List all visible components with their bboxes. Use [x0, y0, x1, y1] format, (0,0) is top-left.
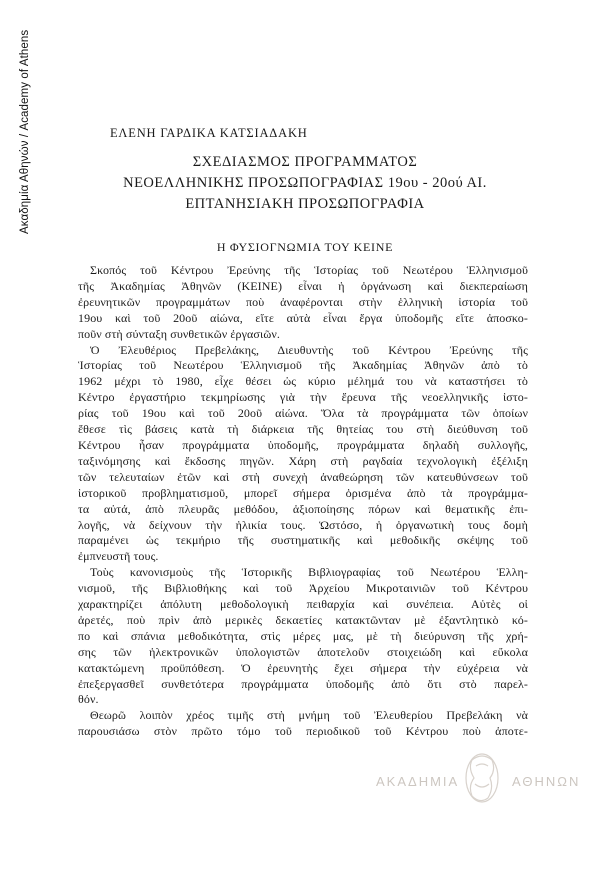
text-line: 19ου καὶ τοῦ 20οῦ αἰώνα, εἴτε αὐτὰ εἶναι ἔργα ὑποδομῆς εἴτε ἀποσκο- — [78, 310, 528, 325]
document-title — [60, 152, 550, 215]
text-line: ἔθεσε τὶς βάσεις κατὰ τὴ διάρκεια τῆς θητείας του στὴ διεύθυνση τοῦ — [78, 422, 528, 437]
text-line: ἱστορικοῦ προβληματισμοῦ, μπορεῖ σήμερα ὁρισμένα ἀπὸ τὰ προγράμμα- — [78, 485, 528, 500]
text-line: παρουσιάσω στὸν πρῶτο τόμο τοῦ περιοδικοῦ τοῦ Κέντρου ποὺ ἀποτε- — [78, 724, 528, 739]
paragraph — [78, 343, 528, 566]
text-line: ἐρευνητικῶν προγραμμάτων ποὺ ἀναφέρονται στὴν ἑλληνικὴ ἱστορία τοῦ — [78, 294, 528, 309]
text-line: 1962 μέχρι τὸ 1980, εἶχε θέσει ὡς κύριο μέλημά του νὰ καταστήσει τὸ — [78, 374, 528, 389]
watermark-text-left: ΑΚΑΔΗΜΙΑ — [376, 774, 460, 789]
text-line: πο καὶ σπάνια μεθοδικότητα, στὶς μέρες μας, μὲ τὴ διεύρυνση τῆς χρή- — [78, 628, 528, 643]
academy-side-label: Ακαδημία Αθηνών / Academy of Athens — [19, 30, 31, 235]
text-line: θόν. — [78, 692, 99, 707]
paragraph — [78, 263, 528, 343]
text-line: τῆς Ἀκαδημίας Ἀθηνῶν (ΚΕΙΝΕ) εἶναι ἡ ὀργάνωση καὶ διεκπεραίωση — [78, 278, 528, 293]
paragraph — [78, 708, 528, 740]
text-line: Τοὺς κανονισμοὺς τῆς Ἱστορικῆς Βιβλιογραφίας τοῦ Νεωτέρου Ἑλλη- — [90, 565, 528, 580]
watermark-text-right: ΑΘΗΝΩΝ — [512, 774, 581, 789]
text-line: ταξινόμησης καὶ ἔκδοσης πηγῶν. Χάρη στὴ ραγδαία τεχνολογικὴ ἐξέλιξη — [78, 453, 528, 468]
text-line: τῶν τελευταίων ἐτῶν καὶ στὴ συνεχὴ ἀναθεώρηση τῶν κατευθύνσεων τοῦ — [78, 469, 528, 484]
text-line: νισμοῦ, τῆς Βιβλιοθήκης καὶ τοῦ Ἀρχείου Μικροταινιῶν τοῦ Κέντρου — [78, 581, 528, 596]
section-heading: Η ΦΥΣΙΟΓΝΩΜΙΑ ΤΟΥ ΚΕΙΝΕ — [216, 240, 394, 254]
body-text — [78, 263, 528, 740]
text-line: ἀρετές, ποὺ πρὶν ἀπὸ μερικὲς δεκαετίες κατακτῶνταν μὲ ἐξαντλητικὸ κό- — [78, 612, 528, 627]
text-line: ἐμπνευστῆ τους. — [78, 549, 159, 564]
paragraph — [78, 565, 528, 708]
title-line: ΕΠΤΑΝΗΣΙΑΚΗ ΠΡΟΣΩΠΟΓΡΑΦΙΑ — [185, 196, 425, 212]
text-line: λογῆς, νὰ δείχνουν τὴν ἡλικία τους. Ὡστόσο, ἡ ὀργανωτικὴ τους δομὴ — [78, 517, 528, 532]
academy-watermark — [372, 744, 592, 814]
text-line: Ἱστορίας τοῦ Νεωτέρου Ἑλληνισμοῦ τῆς Ἀκαδημίας Ἀθηνῶν ἀπὸ τὸ — [78, 358, 528, 373]
text-line: τα αὐτά, ἀπὸ πλευρᾶς μεθόδου, ἀξιοποίησης πόρων καὶ θεματικῆς ἐπι- — [78, 501, 528, 516]
text-line: ρίας τοῦ 19ου καὶ τοῦ 20οῦ αἰώνα. Ὅλα τὰ προγράμματα τῶν ὁποίων — [78, 406, 528, 421]
text-line: σης τῶν ἠλεκτρονικῶν ὑπολογιστῶν ἀποτελοῦν στοιχειώδη καὶ εὔκολα — [78, 644, 528, 659]
text-line: Σκοπός τοῦ Κέντρου Ἐρεύνης τῆς Ἱστορίας τοῦ Νεωτέρου Ἑλληνισμοῦ — [90, 263, 528, 277]
text-line: Θεωρῶ λοιπὸν χρέος τιμῆς στὴ μνήμη τοῦ Ἐλευθερίου Πρεβελάκη νὰ — [90, 708, 528, 723]
text-line: ποῦν στὴ σύνταξη συνθετικῶν ἐργασιῶν. — [78, 326, 280, 341]
author-name: ΕΛΕΝΗ ΓΑΡΔΙΚΑ ΚΑΤΣΙΑΔΑΚΗ — [110, 126, 308, 140]
title-line: ΣΧΕΔΙΑΣΜΟΣ ΠΡΟΓΡΑΜΜΑΤΟΣ — [192, 154, 418, 170]
text-line: κατακτώμενη προϋπόθεση. Ὁ ἐρευνητὴς ἔχει σήμερα τὴν εὐχέρεια νὰ — [78, 660, 528, 675]
title-line: ΝΕΟΕΛΛΗΝΙΚΗΣ ΠΡΟΣΩΠΟΓΡΑΦΙΑΣ 19ου - 20ού ΑΙ. — [123, 175, 487, 191]
text-line: Κέντρο ἐργαστήριο τεκμηρίωσης γιὰ τὴν ἔρευνα τῆς νεοελληνικῆς ἱστο- — [78, 390, 528, 405]
text-line: Ὁ Ἐλευθέριος Πρεβελάκης, Διευθυντὴς τοῦ Κέντρου Ἐρεύνης τῆς — [90, 342, 528, 357]
text-line: ἐπεξεργασθεῖ συνθετότερα προγράμματα ὑποδομῆς ἀπὸ ὅτι στὸ παρελ- — [78, 676, 528, 691]
text-line: Κέντρου ἦσαν προγράμματα ὑποδομῆς, προγράμματα δηλαδὴ συλλογῆς, — [78, 437, 528, 452]
text-line: χαρακτηρίζει ἀπόλυτη μεθοδολογικὴ πειθαρχία καὶ συνέπεια. Αὐτὲς οἱ — [78, 597, 528, 612]
text-line: παραμένει ὡς τεκμήριο τῆς συστηματικῆς καὶ μεθοδικῆς σκέψης τοῦ — [78, 533, 528, 548]
